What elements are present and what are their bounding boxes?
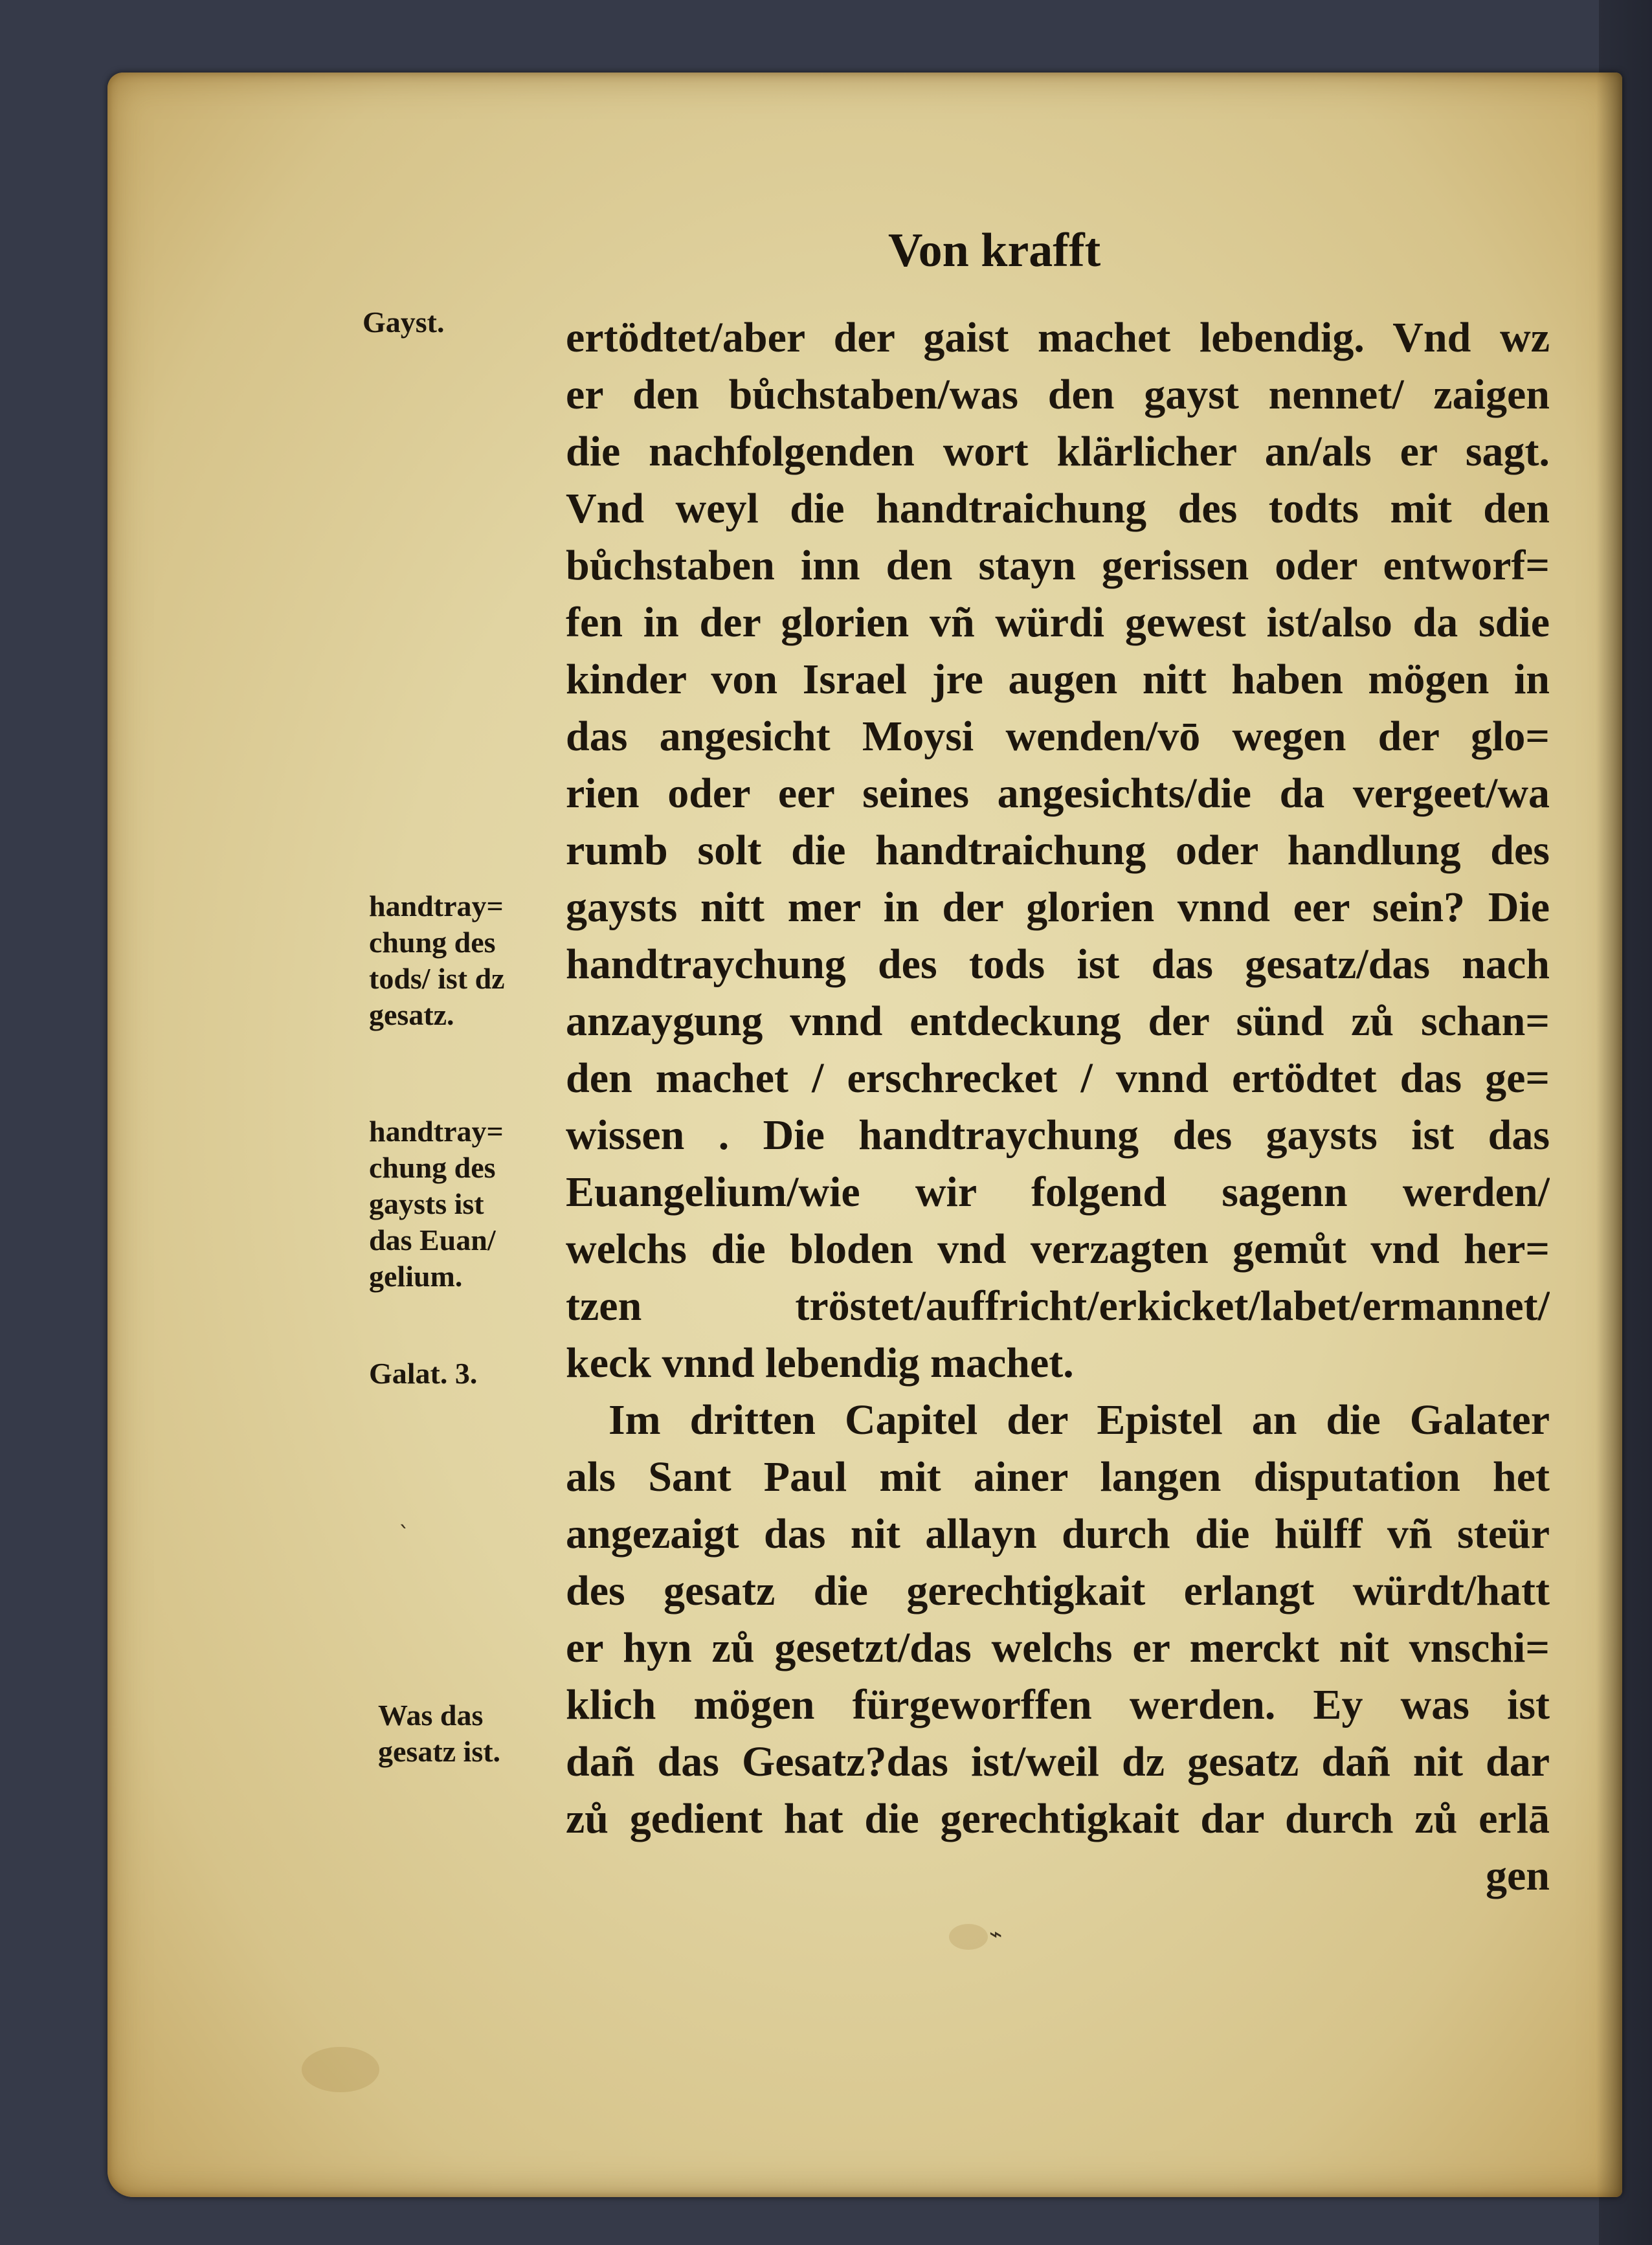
running-title: Von krafft	[888, 224, 1101, 277]
foxing-spot	[302, 2047, 379, 2092]
margin-note-was-das-gesatz	[378, 1697, 500, 1770]
margin-note-tods-gesatz	[369, 888, 505, 1033]
text-line: gaysts nitt mer in der glorien vnnd eer sein? Die	[566, 884, 1550, 931]
text-line: rumb solt die handtraichung oder handlung des	[566, 827, 1550, 874]
margin-note-line: Was das	[378, 1699, 484, 1732]
body-text	[566, 309, 1550, 1904]
text-line: als Sant Paul mit ainer langen disputation het	[566, 1453, 1550, 1501]
text-line: zů gedient hat die gerechtigkait dar durch zů erlā	[566, 1795, 1550, 1842]
text-line: dañ das Gesatz?das ist/weil dz gesatz dañ nit dar	[566, 1738, 1550, 1785]
text-line: Vnd weyl die handtraichung des todts mit den	[566, 485, 1550, 532]
text-line: Euangelium/wie wir folgend sagenn werden/	[566, 1168, 1550, 1216]
margin-note-line: chung des	[369, 1151, 496, 1184]
text-line: rien oder eer seines angesichts/die da vergeet/wa	[566, 770, 1550, 817]
text-line: anzaygung vnnd entdeckung der sünd zů schan=	[566, 998, 1550, 1045]
text-line: tzen tröstet/auffricht/erkicket/labet/ermannet/	[566, 1282, 1550, 1330]
margin-note-line: chung des	[369, 926, 496, 959]
margin-note-gayst	[363, 304, 445, 341]
text-line: kinder von Israel jre augen nitt haben mögen in	[566, 656, 1550, 703]
page-gutter-shadow	[1596, 73, 1622, 2197]
text-line: des gesatz die gerechtigkait erlangt würdt/hatt	[566, 1567, 1550, 1614]
margin-note-gaysts-euangelium	[369, 1113, 504, 1295]
text-line: angezaigt das nit allayn durch die hülff vñ steür	[566, 1510, 1550, 1558]
foxing-spot	[949, 1924, 988, 1950]
text-line: er hyn zů gesetzt/das welchs er merckt nit vnschi=	[566, 1624, 1550, 1671]
text-line: gen	[1486, 1852, 1550, 1899]
text-line: bůchstaben inn den stayn gerissen oder entworf=	[566, 542, 1550, 589]
text-line: das angesicht Moysi wenden/vō wegen der glo=	[566, 713, 1550, 760]
text-line: den machet / erschrecket / vnnd ertödtet das ge=	[566, 1055, 1550, 1102]
ink-speck: ˎ	[399, 1503, 410, 1529]
margin-note-line: gelium.	[369, 1260, 463, 1293]
margin-note-line: gesatz.	[369, 998, 454, 1031]
margin-note-line: das Euan/	[369, 1223, 496, 1257]
margin-note-line: gaysts ist	[369, 1187, 484, 1220]
text-line: Im dritten Capitel der Epistel an die Galater	[608, 1396, 1550, 1444]
margin-note-line: handtray=	[369, 1115, 504, 1148]
text-line: er den bůchstaben/was den gayst nennet/ zaigen	[566, 371, 1550, 418]
margin-note-line: tods/ ist dz	[369, 962, 505, 995]
margin-note-line: handtray=	[369, 889, 504, 922]
text-line: handtraychung des tods ist das gesatz/das nach	[566, 941, 1550, 988]
text-line: fen in der glorien vñ würdi gewest ist/also da sdie	[566, 599, 1550, 646]
text-line: keck vnnd lebendig machet.	[566, 1339, 1074, 1387]
text-line: welchs die bloden vnd verzagten gemůt vnd her=	[566, 1225, 1550, 1273]
margin-note-galat	[369, 1356, 477, 1392]
text-line: wissen . Die handtraychung des gaysts ist das	[566, 1111, 1550, 1159]
text-line: die nachfolgenden wort klärlicher an/als er sagt.	[566, 428, 1550, 475]
text-line: ertödtet/aber der gaist machet lebendig. Vnd wz	[566, 314, 1550, 361]
ink-speck: ⌁	[989, 1921, 1003, 1947]
margin-note-line: Galat. 3.	[369, 1357, 478, 1390]
margin-note-line: Gayst.	[363, 306, 445, 339]
margin-note-line: gesatz ist.	[378, 1735, 501, 1768]
text-line: klich mögen fürgeworffen werden. Ey was ist	[566, 1681, 1550, 1728]
